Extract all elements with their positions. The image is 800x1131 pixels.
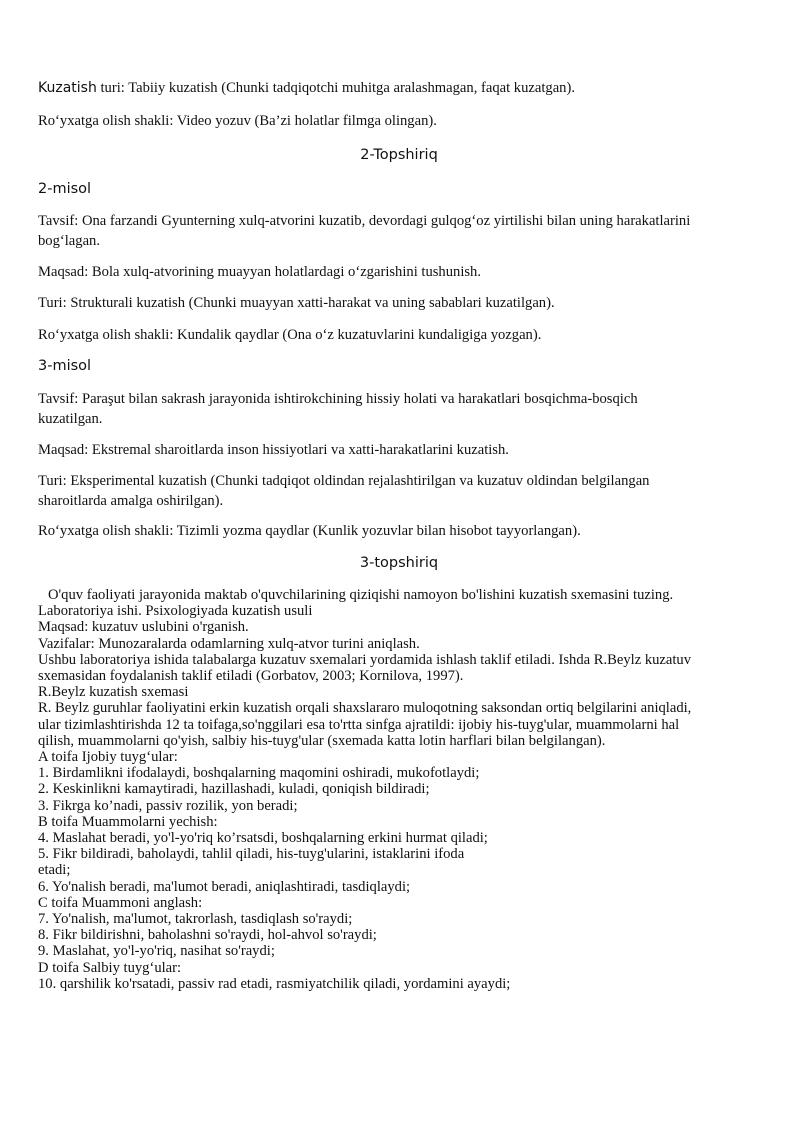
list-item: 1. Birdamlikni ifodalaydi, boshqalarning maqomini oshiradi, mukofotlaydi; xyxy=(38,765,480,782)
task3-line: O'quv faoliyati jarayonida maktab o'quvchilarining qiziqishi namoyon bo'lishini kuzatish sxemasini tuzing. xyxy=(48,587,674,603)
list-item: 5. Fikr bildiradi, baholaydi, tahlil qiladi, his-tuyg'ularini, istaklarini ifoda xyxy=(38,846,465,863)
list-item: 9. Maslahat, yo'l-yo'riq, nasihat so'raydi; xyxy=(38,943,275,960)
task3-line: qilish, muammolarni qo'yish, salbiy his-tuyg'ular (sxemada katta lotin harflari bilan belgilangan). xyxy=(38,732,606,749)
task2-title: 2-Topshiriq xyxy=(360,147,438,163)
task3-title: 3-topshiriq xyxy=(359,555,439,571)
list-item: 10. qarshilik ko'rsatadi, passiv rad etadi, rasmiyatchilik qiladi, yordamini ayaydi; xyxy=(38,975,511,992)
list-item: 7. Yo'nalish, ma'lumot, takrorlash, tasdiqlash so'raydi; xyxy=(38,911,353,928)
task3-line: Laboratoriya ishi. Psixologiyada kuzatish usuli xyxy=(38,603,313,620)
task3-line: R. Beylz guruhlar faoliyatini erkin kuzatish orqali shaxslararo muloqotning saksondan ortiq belgilarini aniqladi, xyxy=(38,700,692,717)
task3-line: ular tizimlashtirishda 12 ta toifaga,so'nggilari esa to'rtta sinfga ajratildi: ijobiy his-tuyg'ular, muammolarni hal xyxy=(38,716,680,733)
example3-heading: 3-misol xyxy=(38,358,92,374)
category-a-heading: A toifa Ijobiy tuyg‘ular: xyxy=(38,749,178,766)
kuzatish-lead-word: Kuzatish xyxy=(38,80,97,96)
task3-line: R.Beylz kuzatish sxemasi xyxy=(38,684,189,701)
example3-tavsif-line2: kuzatilgan. xyxy=(38,411,103,427)
category-c-heading: C toifa Muammoni anglash: xyxy=(38,894,203,911)
task3-body xyxy=(38,587,760,992)
category-b-heading: B toifa Muammolarni yechish: xyxy=(38,813,218,830)
example2-royxat: Ro‘yxatga olish shakli: Kundalik qaydlar (Ona o‘z kuzatuvlarini kundaligiga yozgan). xyxy=(38,327,542,343)
example3-tavsif-line1: Tavsif: Paraşut bilan sakrash jarayonida ishtirokchining hissiy holati va harakatlari bosqichma-bosqich xyxy=(38,391,638,407)
task3-line: Vazifalar: Munozaralarda odamlarning xulq-atvor turini aniqlash. xyxy=(38,635,420,652)
example2-tavsif-line2: bog‘lagan. xyxy=(38,233,101,249)
royxatga-olish-line: Ro‘yxatga olish shakli: Video yozuv (Ba’zi holatlar filmga olingan). xyxy=(38,113,437,129)
task3-line: Maqsad: kuzatuv uslubini o'rganish. xyxy=(38,619,249,636)
example3-turi-line1: Turi: Eksperimental kuzatish (Chunki tadqiqot oldindan rejalashtirilgan va kuzatuv oldindan belgilangan xyxy=(38,473,650,489)
list-item: 6. Yo'nalish beradi, ma'lumot beradi, aniqlashtiradi, tasdiqlaydi; xyxy=(38,878,411,895)
example2-maqsad: Maqsad: Bola xulq-atvorining muayyan holatlardagi o‘zgarishini tushunish. xyxy=(38,264,482,280)
list-item: 2. Keskinlikni kamaytiradi, hazillashadi, kuladi, qoniqish bildiradi; xyxy=(38,781,430,798)
example2-tavsif-line1: Tavsif: Ona farzandi Gyunterning xulq-atvorini kuzatib, devordagi gulqog‘oz yirtilishi bilan uning harakatlarini xyxy=(38,213,691,229)
example3-turi-line2: sharoitlarda amalga oshirilgan). xyxy=(38,493,224,509)
task3-line: Ushbu laboratoriya ishida talabalarga kuzatuv sxemalari yordamida ishlash taklif etiladi. Ishda R.Beylz kuzatuv xyxy=(38,651,692,668)
kuzatish-turi-text: turi: Tabiiy kuzatish (Chunki tadqiqotchi muhitga aralashmagan, faqat kuzatgan). xyxy=(96,80,575,96)
list-item: 8. Fikr bildirishni, baholashni so'raydi, hol-ahvol so'raydi; xyxy=(38,927,377,944)
example3-royxat: Ro‘yxatga olish shakli: Tizimli yozma qaydlar (Kunlik yozuvlar bilan hisobot tayyorlangan). xyxy=(38,523,581,539)
list-item: 3. Fikrga ko’nadi, passiv rozilik, yon beradi; xyxy=(38,797,298,814)
kuzatish-turi-line xyxy=(38,79,760,97)
example2-turi: Turi: Strukturali kuzatish (Chunki muayyan xatti-harakat va uning sabablari kuzatilgan). xyxy=(38,295,555,311)
category-d-heading: D toifa Salbiy tuyg‘ular: xyxy=(38,959,182,976)
example3-maqsad: Maqsad: Ekstremal sharoitlarda inson hissiyotlari va xatti-harakatlarini kuzatish. xyxy=(38,442,509,458)
list-item-continuation: etadi; xyxy=(38,862,71,879)
task3-line: sxemasidan foydalanish taklif etiladi (Gorbatov, 2003; Kornilova, 1997). xyxy=(38,668,464,685)
list-item: 4. Maslahat beradi, yo'l-yo'riq ko’rsatsdi, boshqalarning erkini hurmat qiladi; xyxy=(38,830,488,847)
example2-heading: 2-misol xyxy=(38,181,92,197)
